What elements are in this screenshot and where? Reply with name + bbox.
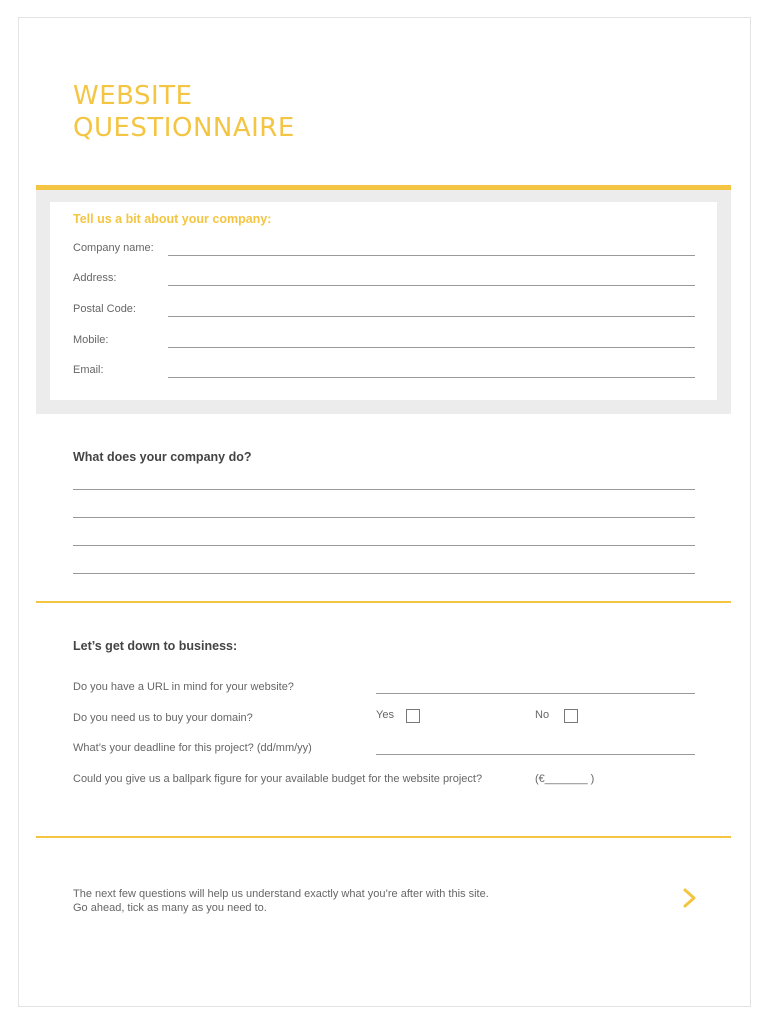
company-name-input-line[interactable]	[168, 255, 695, 256]
budget-answer-blank[interactable]: (€_______ )	[535, 773, 595, 785]
footer-instructions	[73, 887, 489, 915]
deadline-question	[73, 742, 695, 762]
company-section-heading: Tell us a bit about your company:	[73, 212, 272, 226]
about-section-heading: What does your company do?	[73, 450, 252, 464]
budget-question-label: Could you give us a ballpark figure for your available budget for the website project?	[73, 773, 483, 785]
budget-question	[73, 773, 695, 793]
company-info-card	[50, 202, 717, 400]
yes-checkbox[interactable]	[406, 709, 420, 723]
mobile-field[interactable]	[73, 334, 695, 354]
company-name-field[interactable]	[73, 242, 695, 262]
chevron-right-icon[interactable]	[680, 886, 700, 910]
about-answer-line-1[interactable]	[73, 489, 695, 490]
yes-label: Yes	[376, 709, 394, 721]
business-section-heading: Let’s get down to business:	[73, 639, 238, 653]
no-checkbox[interactable]	[564, 709, 578, 723]
postal-code-label: Postal Code:	[73, 303, 136, 315]
domain-question-label: Do you need us to buy your domain?	[73, 712, 253, 724]
about-answer-line-3[interactable]	[73, 545, 695, 546]
url-answer-line[interactable]	[376, 693, 695, 694]
address-input-line[interactable]	[168, 285, 695, 286]
section-divider-2	[36, 836, 731, 838]
email-label: Email:	[73, 364, 104, 376]
company-info-panel	[36, 190, 731, 414]
top-accent-bar	[36, 185, 731, 190]
title-line-1: WEBSITE	[73, 81, 193, 111]
about-answer-line-4[interactable]	[73, 573, 695, 574]
mobile-input-line[interactable]	[168, 347, 695, 348]
company-name-label: Company name:	[73, 242, 154, 254]
title-line-2: QUESTIONNAIRE	[73, 113, 295, 143]
url-question-label: Do you have a URL in mind for your website?	[73, 681, 294, 693]
page-frame	[18, 17, 751, 1007]
email-field[interactable]	[73, 364, 695, 384]
page-title	[73, 80, 295, 144]
deadline-question-label: What’s your deadline for this project? (dd/mm/yy)	[73, 742, 312, 754]
deadline-answer-line[interactable]	[376, 754, 695, 755]
url-question	[73, 681, 695, 701]
about-answer-line-2[interactable]	[73, 517, 695, 518]
domain-question	[73, 709, 695, 732]
section-divider-1	[36, 601, 731, 603]
mobile-label: Mobile:	[73, 334, 109, 346]
postal-code-field[interactable]	[73, 303, 695, 323]
email-input-line[interactable]	[168, 377, 695, 378]
postal-code-input-line[interactable]	[168, 316, 695, 317]
no-label: No	[535, 709, 550, 721]
address-label: Address:	[73, 272, 117, 284]
footer-line-1: The next few questions will help us understand exactly what you’re after with this site.	[73, 888, 489, 900]
footer-line-2: Go ahead, tick as many as you need to.	[73, 902, 267, 914]
address-field[interactable]	[73, 272, 695, 292]
